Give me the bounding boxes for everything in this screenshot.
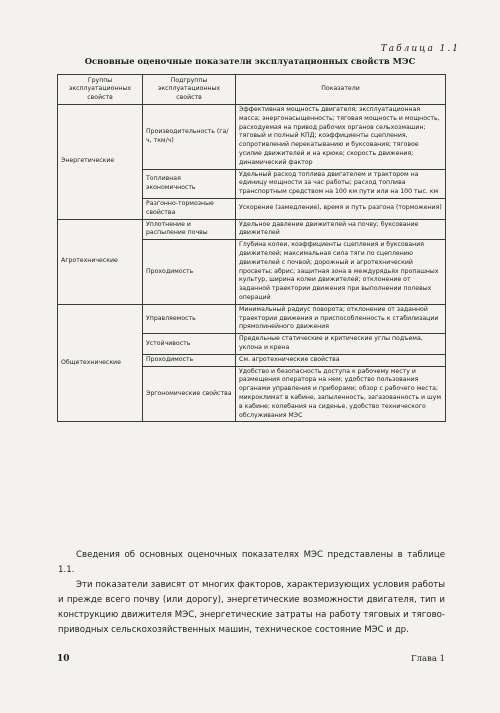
table-row — [58, 219, 446, 240]
body-paragraph: Сведения об основных оценочных показателях МЭС представлены в таблице 1.1. — [58, 550, 445, 575]
column-header-indicators: Показатели — [236, 75, 446, 105]
indicator-cell: Удельный расход топлива двигателем и трактором на единицу мощности за час работы; расход топлива транспортным средством на 100 км пути или на 100 тыс. км — [236, 169, 446, 198]
subgroup-cell: Устойчивость — [143, 334, 236, 355]
subgroup-cell: Проходимость — [143, 240, 236, 305]
table-row — [58, 304, 446, 333]
column-header-subgroups: Подгруппы эксплуатационных свойств — [143, 75, 236, 105]
table-number: Таблица 1.1 — [380, 44, 460, 54]
body-text — [58, 548, 445, 638]
subgroup-cell: Топливная экономичность — [143, 169, 236, 198]
table-row — [58, 105, 446, 170]
indicator-cell: Эффективная мощность двигателя; эксплуатационная масса; энергонасыщенность; тяговая мощность и мощность, расходуемая на привод рабочих органов сельхозмашин; тяговый и полный КПД; коэффициенты сцепления, сопротивлений перекатыванию и буксования; тяговое усилие движителей и на крюке; скорость движения; динамический фактор — [236, 105, 446, 170]
subgroup-cell: Эргономические свойства — [143, 366, 236, 422]
indicator-cell: Минимальный радиус поворота; отклонение от заданной траектории движения и приспособленность к стабилизации прямолинейного движения — [236, 304, 446, 333]
indicator-cell: Глубина колеи, коэффициенты сцепления и буксования движителей; максимальная сила тяги по сцеплению движителей с почвой; дорожный и агротехнический просветы; абрис; защитная зона в междурядьях пропашных культур, ширина колеи движителей; отклонение от заданной траектории движения при выполнении полевых операций — [236, 240, 446, 305]
group-cell-energy: Энергетические — [58, 105, 143, 220]
indicator-cell: Ускорение (замедление), время и путь разгона (торможения) — [236, 198, 446, 219]
table-header-row — [58, 75, 446, 105]
indicator-cell: Удобство и безопасность доступа к рабочему месту и размещения оператора на нем; удобство пользования органами управления и приборами; обзор с рабочего места; микроклимат в кабине, запыленность, загазованность и шум в кабине; колебания на сиденье, удобство технического обслуживания МЭС — [236, 366, 446, 422]
subgroup-cell: Проходимость — [143, 354, 236, 366]
indicator-cell: См. агротехнические свойства — [236, 354, 446, 366]
subgroup-cell: Управляемость — [143, 304, 236, 333]
body-paragraph: Эти показатели зависят от многих факторов, характеризующих условия работы и прежде всего почву (или дорогу), энергетические возможности двигателя, тип и конструкцию движителя МЭС, энергетические затраты на работу тяговых и тягово-приводных сельскохозяйственных машин, техническое состояние МЭС и др. — [58, 580, 445, 635]
page-number: 10 — [57, 654, 70, 664]
subgroup-cell: Производительность (га/ч, ткм/ч) — [143, 105, 236, 170]
running-footer-chapter: Глава 1 — [410, 654, 445, 664]
subgroup-cell: Разгонно-тормозные свойства — [143, 198, 236, 219]
column-header-groups: Группы эксплуатационных свойств — [58, 75, 143, 105]
group-cell-agrotechnical: Агротехнические — [58, 219, 143, 304]
group-cell-general-technical: Общетехнические — [58, 304, 143, 422]
subgroup-cell: Уплотнение и распыление почвы — [143, 219, 236, 240]
properties-table — [57, 74, 446, 422]
indicator-cell: Удельное давление движителей на почву; буксование движителей — [236, 219, 446, 240]
indicator-cell: Предельные статические и критические углы подъема, уклона и крена — [236, 334, 446, 355]
table-title: Основные оценочные показатели эксплуатационных свойств МЭС — [84, 56, 416, 66]
